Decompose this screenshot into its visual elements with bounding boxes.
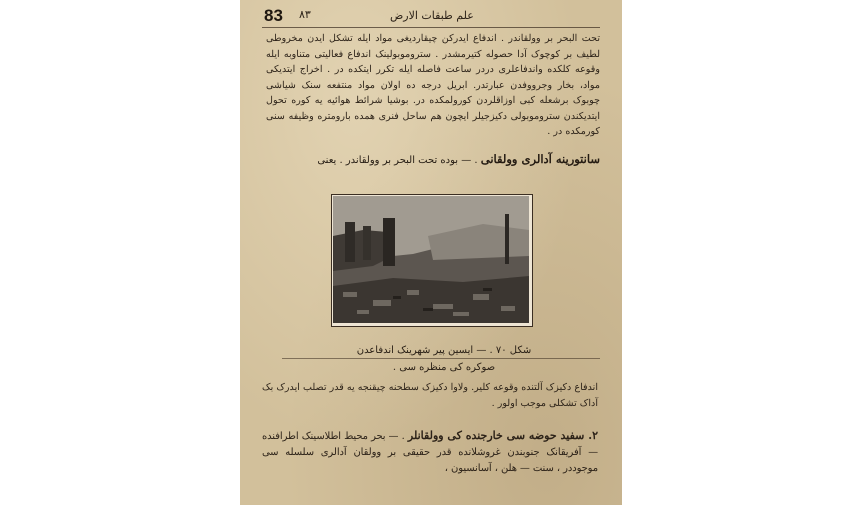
header-rule xyxy=(262,27,600,28)
ruins-photo xyxy=(333,196,529,323)
page-number-arabic: ٨٣ xyxy=(299,8,311,21)
paragraph-2: اندفاع دکیزک آلتنده وقوعه کلیر. ولاوا دکیزک سطحنه چیقنجه یه قدر تصلب ایدرک بک آداک تشکلی موجب اولور . xyxy=(262,382,598,409)
paragraph-3 xyxy=(262,428,598,477)
page-number: 83 xyxy=(264,6,283,25)
section-heading-santorini-bold: سانتورینه آدالری وولقانی xyxy=(480,152,600,166)
section-heading-santorini xyxy=(266,152,600,168)
figure-caption-line-1: شکل ۷۰ . — ایسین پیر شهرینک اندفاعدن xyxy=(356,345,532,356)
caption-rule xyxy=(282,358,600,359)
paragraph-1: تحت البحر بر وولقاندر . اندفاع ایدرکن چیقاردیغی مواد ایله تشکل ایدن مخروطی لطیف بر کوچوک آدا حصوله کتیرمشدر . ستروموبولینک اندفاع فعالیتی متناوبه ایله وقوعه کلکده واندفاعلری دردر ساعت فاصله ایله تکرر ایتکده در . اخراج ایتدیکی مواد، بخار وجرووفدن عبارتدر. ابریل درجه ده اولان مواد منتفعه سنک شیاشی چوبوک برشعله کبی اوزاقلردن کورولمکده در. بوشیا شرائط هوائیه یه کوره تحول ایتدیکندن ستروموبولی دکیزجیلر ایچون هم ساحل فنری همده بارومتره وظیفه سنی کورمکده در . xyxy=(266,33,600,137)
running-title: علم طبقات الارض xyxy=(390,9,474,22)
section-heading-outside-volcanoes: ۲. سفید حوضه سی خارجنده کی وولقانلر xyxy=(407,429,598,442)
ruins-photo-illustration xyxy=(333,196,529,323)
section-heading-santorini-rest: . — بوده تحت البحر بر وولقاندر . یعنی xyxy=(317,155,478,166)
figure-caption-line-2: صوکره کی منظره سی . xyxy=(392,362,496,373)
paragraph-3-text: . — بحر محیط اطلاسینک اطرافنده — آفریقانک جنوبندن غروشلانده قدر حقیقی بر وولقان آدالری سلسله سی موجوددر ، سنت — هلن ، آسانسیون ، xyxy=(262,431,598,474)
